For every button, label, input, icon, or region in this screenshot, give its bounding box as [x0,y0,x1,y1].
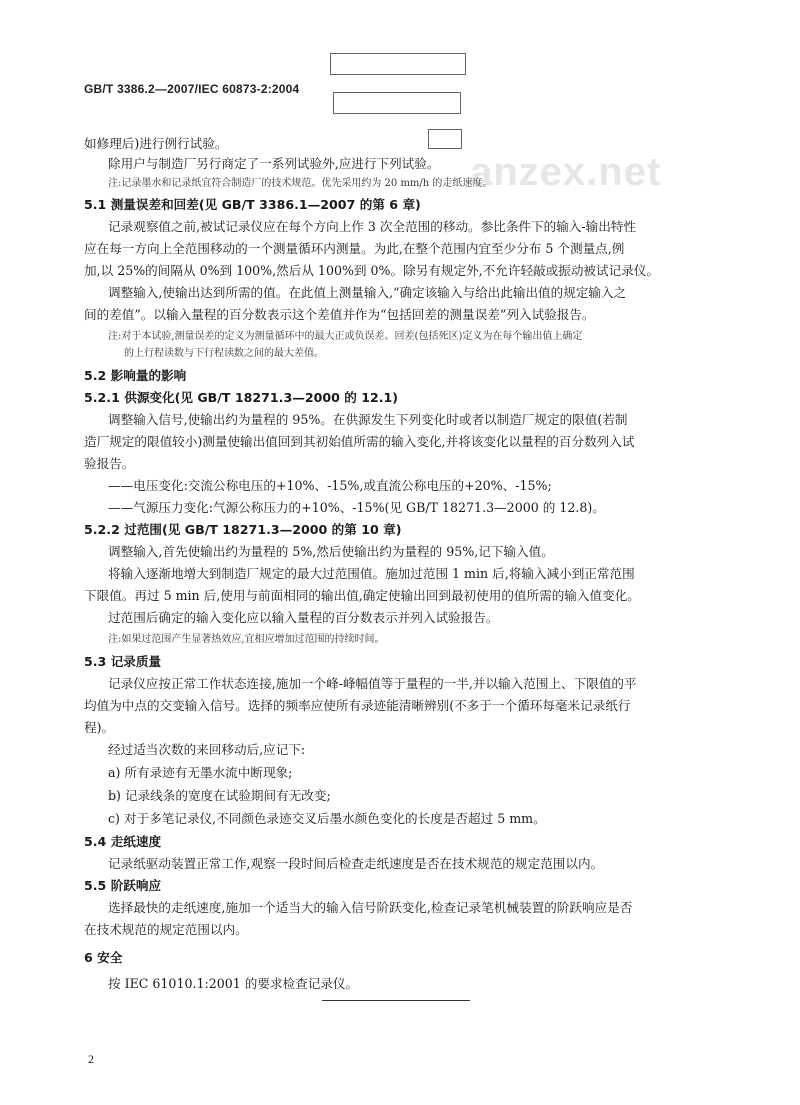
body-line: 间的差值”。以输入量程的百分数表示这个差值并作为“包括回差的测量误差”列入试验报告。 [84,307,595,322]
body-line: 如修理后)进行例行试验。 [84,136,228,151]
body-line: c) 对于多笔记录仪,不同颜色录迹交叉后墨水颜色变化的长度是否超过 5 mm。 [108,811,546,826]
redaction-box-2 [333,92,461,114]
section-heading: 5.2 影响量的影响 [84,368,187,383]
note-line: 注:记录墨水和记录纸宜符合制造厂的技术规范。优先采用约为 20 mm/h 的走纸速度。 [108,178,493,189]
note-line: 注:如果过范围产生显著热效应,宜相应增加过范围的持续时间。 [108,634,385,645]
body-line: 记录纸驱动装置正常工作,观察一段时间后检查走纸速度是否在技术规范的规定范围以内。 [108,856,604,871]
document-header: GB/T 3386.2—2007/IEC 60873-2:2004 [84,82,300,96]
body-line: 调整输入,首先使输出约为量程的 5%,然后使输出约为量程的 95%,记下输入值。 [108,544,554,559]
body-line: ——电压变化:交流公称电压的+10%、-15%,或直流公称电压的+20%、-15%; [108,478,552,493]
redaction-box-3 [428,129,462,149]
section-heading: 5.2.2 过范围(见 GB/T 18271.3—2000 的第 10 章) [84,522,402,537]
body-line: 选择最快的走纸速度,施加一个适当大的输入信号阶跃变化,检查记录笔机械装置的阶跃响应是否 [108,900,633,915]
body-line: b) 记录线条的宽度在试验期间有无改变; [108,788,331,803]
body-line: 按 IEC 61010.1:2001 的要求检查记录仪。 [108,976,359,991]
note-line: 注:对于本试验,测量误差的定义为测量循环中的最大正或负误差。回差(包括死区)定义为在每个输出值上确定 [108,331,583,342]
body-line: 过范围后确定的输入变化应以输入量程的百分数表示并列入试验报告。 [108,610,499,625]
section-heading: 6 安全 [84,950,123,965]
section-heading: 5.4 走纸速度 [84,834,162,849]
section-heading: 5.2.1 供源变化(见 GB/T 18271.3—2000 的 12.1) [84,390,399,405]
body-line: 记录仪应按正常工作状态连接,施加一个峰-峰幅值等于量程的一半,并以输入范围上、下限值的平 [108,676,637,691]
body-line: 均值为中点的交变输入信号。选择的频率应使所有录迹能清晰辨别(不多于一个循环每毫米记录纸行 [84,698,631,713]
body-line: 造厂规定的限值较小)测量使输出值回到其初始值所需的输入变化,并将该变化以量程的百分数列入试 [84,434,635,449]
body-line: 加,以 25%的间隔从 0%到 100%,然后从 100%到 0%。除另有规定外,不允许轻敲或振动被试记录仪。 [84,263,659,278]
page-number: 2 [88,1052,94,1066]
body-line: ——气源压力变化:气源公称压力的+10%、-15%(见 GB/T 18271.3—2000 的 12.8)。 [108,500,605,515]
body-line: 验报告。 [84,456,135,471]
body-line: 除用户与制造厂另行商定了一系列试验外,应进行下列试验。 [108,156,440,171]
redaction-box-1 [330,53,466,75]
body-line: 将输入逐渐地增大到制造厂规定的最大过范围值。施加过范围 1 min 后,将输入减小到正常范围 [108,566,635,581]
body-line: 经过适当次数的来回移动后,应记下: [108,742,306,757]
body-line: 下限值。再过 5 min 后,使用与前面相同的输出值,确定使输出回到最初使用的值所需的输入值变化。 [84,588,640,603]
section-heading: 5.3 记录质量 [84,654,162,669]
body-line: 应在每一方向上全范围移动的一个测量循环内测量。为此,在整个范围内宜至少分布 5 个测量点,例 [84,241,625,256]
end-rule [322,1000,470,1001]
body-line: 调整输入,使输出达到所需的值。在此值上测量输入,“确定该输入与给出此输出值的规定输入之 [108,285,627,300]
section-heading: 5.5 阶跃响应 [84,878,162,893]
body-line: a) 所有录迹有无墨水流中断现象; [108,765,293,780]
section-heading: 5.1 测量误差和回差(见 GB/T 3386.1—2007 的第 6 章) [84,197,421,212]
watermark: anzex.net [470,150,662,194]
body-line: 调整输入信号,使输出约为量程的 95%。在供源发生下列变化时或者以制造厂规定的限值(若制 [108,412,628,427]
body-line: 记录观察值之前,被试记录仪应在每个方向上作 3 次全范围的移动。参比条件下的输入-输出特性 [108,219,637,234]
body-line: 程)。 [84,720,115,735]
note-line: 的上行程读数与下行程读数之间的最大差值。 [124,348,324,359]
body-line: 在技术规范的规定范围以内。 [84,922,248,937]
